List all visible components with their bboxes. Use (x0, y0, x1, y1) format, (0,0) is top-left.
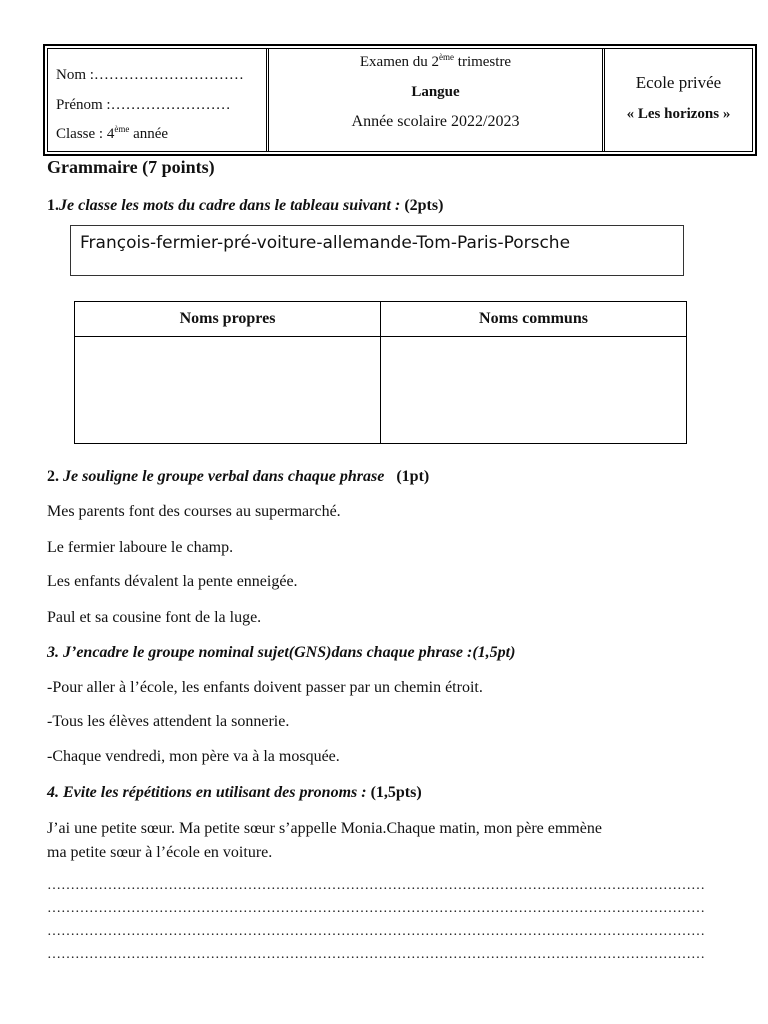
q3-sentence: -Pour aller à l’école, les enfants doivent passer par un chemin étroit. (47, 679, 483, 696)
exam-header-inner (47, 48, 753, 152)
question-2 (47, 468, 429, 486)
q4-text: 4. Evite les répétitions en utilisant des pronoms : (47, 784, 371, 801)
q2-text: Je souligne le groupe verbal dans chaque phrase (63, 468, 385, 485)
column-noms-communs: Noms communs (380, 302, 686, 336)
q4-points: (1,5pts) (370, 784, 422, 801)
q4-paragraph-line-1: J’ai une petite sœur. Ma petite sœur s’appelle Monia.Chaque matin, mon père emmène (47, 820, 602, 837)
school-cell (602, 49, 752, 151)
student-info-cell (48, 49, 266, 151)
answer-cell-communs[interactable] (380, 337, 686, 443)
q3-sentence: -Chaque vendredi, mon père va à la mosquée. (47, 748, 340, 765)
classe-field (56, 126, 168, 143)
q1-text: Je classe les mots du cadre dans le tableau suivant : (59, 197, 405, 214)
school-name: « Les horizons » (626, 106, 731, 122)
q4-paragraph-line-2: ma petite sœur à l’école en voiture. (47, 844, 273, 861)
classe-suffix: année (129, 126, 169, 142)
classification-table (74, 301, 687, 444)
answer-line[interactable]: …………………………………………………………………………………………………………………………… (47, 947, 705, 962)
exam-title (269, 54, 602, 71)
answer-line[interactable]: …………………………………………………………………………………………………………………………… (47, 901, 705, 916)
classe-prefix: Classe : 4 (56, 126, 115, 142)
exam-suffix: trimestre (454, 54, 512, 70)
table-header-row (75, 302, 686, 337)
question-3: 3. J’encadre le groupe nominal sujet(GNS)dans chaque phrase :(1,5pt) (47, 644, 516, 661)
subject: Langue (411, 84, 460, 100)
exam-info-cell (266, 49, 602, 151)
classe-sup: ème (114, 124, 130, 134)
exam-prefix: Examen du 2 (359, 54, 440, 70)
q2-sentence: Le fermier laboure le champ. (47, 539, 234, 556)
school-label: Ecole privée (635, 73, 722, 92)
q2-sentence: Les enfants dévalent la pente enneigée. (47, 573, 298, 590)
q2-sentence: Paul et sa cousine font de la luge. (47, 609, 262, 626)
section-title: Grammaire (7 points) (47, 157, 215, 177)
question-1 (47, 197, 443, 215)
exam-sup: ème (439, 52, 455, 62)
answer-cell-propres[interactable] (75, 337, 380, 443)
q1-points: (2pts) (404, 197, 444, 214)
answer-line[interactable]: …………………………………………………………………………………………………………………………… (47, 924, 705, 939)
school-year: Année scolaire 2022/2023 (351, 113, 520, 130)
exam-header (43, 44, 757, 156)
q2-number: 2. (47, 468, 63, 485)
q1-number: 1. (47, 197, 59, 214)
q3-sentence: -Tous les élèves attendent la sonnerie. (47, 713, 290, 730)
column-noms-propres: Noms propres (179, 310, 276, 327)
word-box: François-fermier-pré-voiture-allemande-Tom-Paris-Porsche (70, 225, 684, 276)
q2-points: (1pt) (396, 468, 430, 485)
answer-line[interactable]: …………………………………………………………………………………………………………………………… (47, 878, 705, 893)
nom-field: Nom :………………………… (56, 67, 244, 83)
prenom-field: Prénom :…………………… (56, 97, 231, 113)
question-4 (47, 784, 422, 802)
table-answer-row (75, 337, 686, 443)
q2-sentence: Mes parents font des courses au supermarché. (47, 503, 341, 520)
